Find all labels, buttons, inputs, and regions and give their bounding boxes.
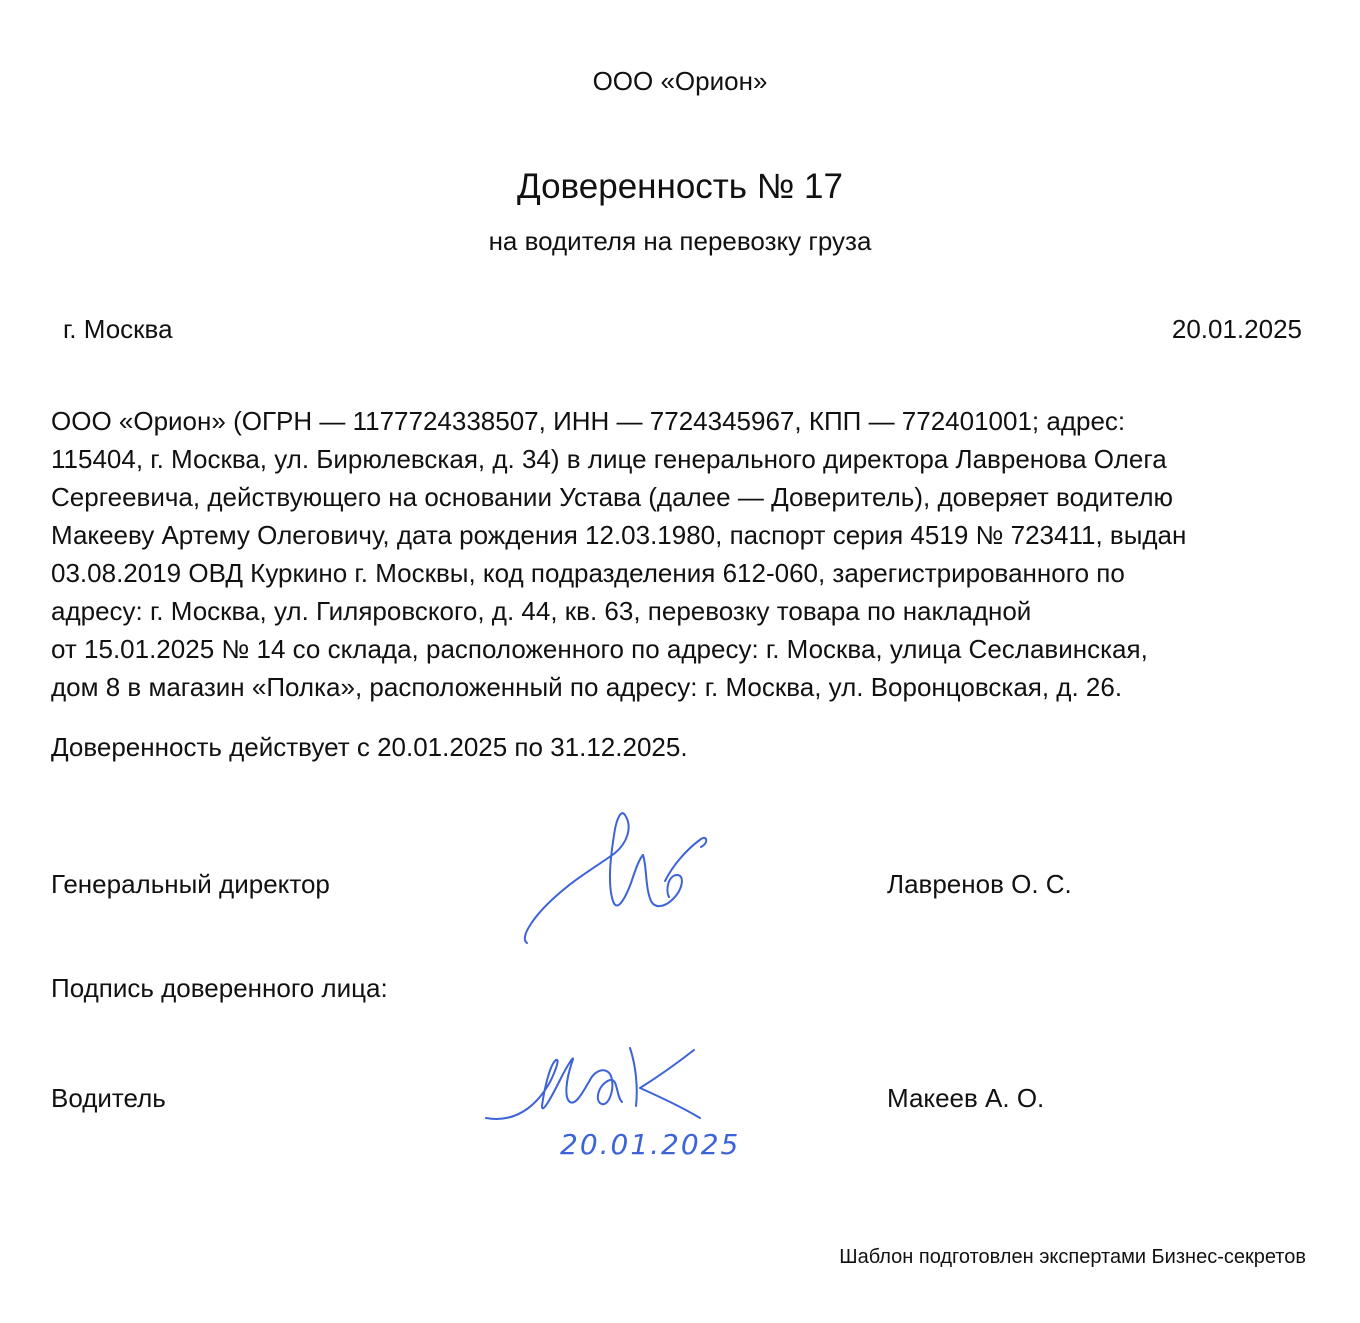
driver-signature-date: 20.01.2025 (560, 1128, 741, 1161)
validity-period: Доверенность действует с 20.01.2025 по 31.12.2025. (51, 732, 688, 762)
date-of-issue: 20.01.2025 (1171, 314, 1302, 344)
driver-signature (480, 1040, 720, 1135)
document-title: Доверенность № 17 (517, 167, 843, 206)
document-subtitle: на водителя на перевозку груза (488, 226, 872, 256)
template-credit: Шаблон подготовлен экспертами Бизнес-секретов (839, 1246, 1306, 1268)
body-line: адресу: г. Москва, ул. Гиляровского, д. 44, кв. 63, перевозку товара по накладной (51, 596, 1032, 626)
driver-role: Водитель (51, 1083, 166, 1113)
body-line: 115404, г. Москва, ул. Бирюлевская, д. 34) в лице генерального директора Лавренова Олега (51, 444, 1167, 474)
body-paragraph (51, 402, 1313, 706)
place-of-issue: г. Москва (63, 314, 173, 344)
director-name: Лавренов О. С. (887, 869, 1072, 899)
body-line: 03.08.2019 ОВД Куркино г. Москвы, код подразделения 612-060, зарегистрированного по (51, 558, 1125, 588)
organization-name: ООО «Орион» (592, 66, 768, 96)
body-line: Макееву Артему Олеговичу, дата рождения 12.03.1980, паспорт серия 4519 № 723411, выдан (51, 520, 1187, 550)
trustee-signature-label: Подпись доверенного лица: (51, 973, 388, 1003)
body-line: Сергеевича, действующего на основании Устава (далее — Доверитель), доверяет водителю (51, 482, 1174, 512)
director-role: Генеральный директор (51, 869, 330, 899)
driver-name: Макеев А. О. (887, 1083, 1045, 1113)
body-line: от 15.01.2025 № 14 со склада, расположенного по адресу: г. Москва, улица Сеславинская, (51, 634, 1148, 664)
body-line: дом 8 в магазин «Полка», расположенный по адресу: г. Москва, ул. Воронцовская, д. 26. (51, 672, 1123, 702)
director-signature (515, 805, 715, 955)
body-line: ООО «Орион» (ОГРН — 1177724338507, ИНН — 7724345967, КПП — 772401001; адрес: (51, 406, 1126, 436)
